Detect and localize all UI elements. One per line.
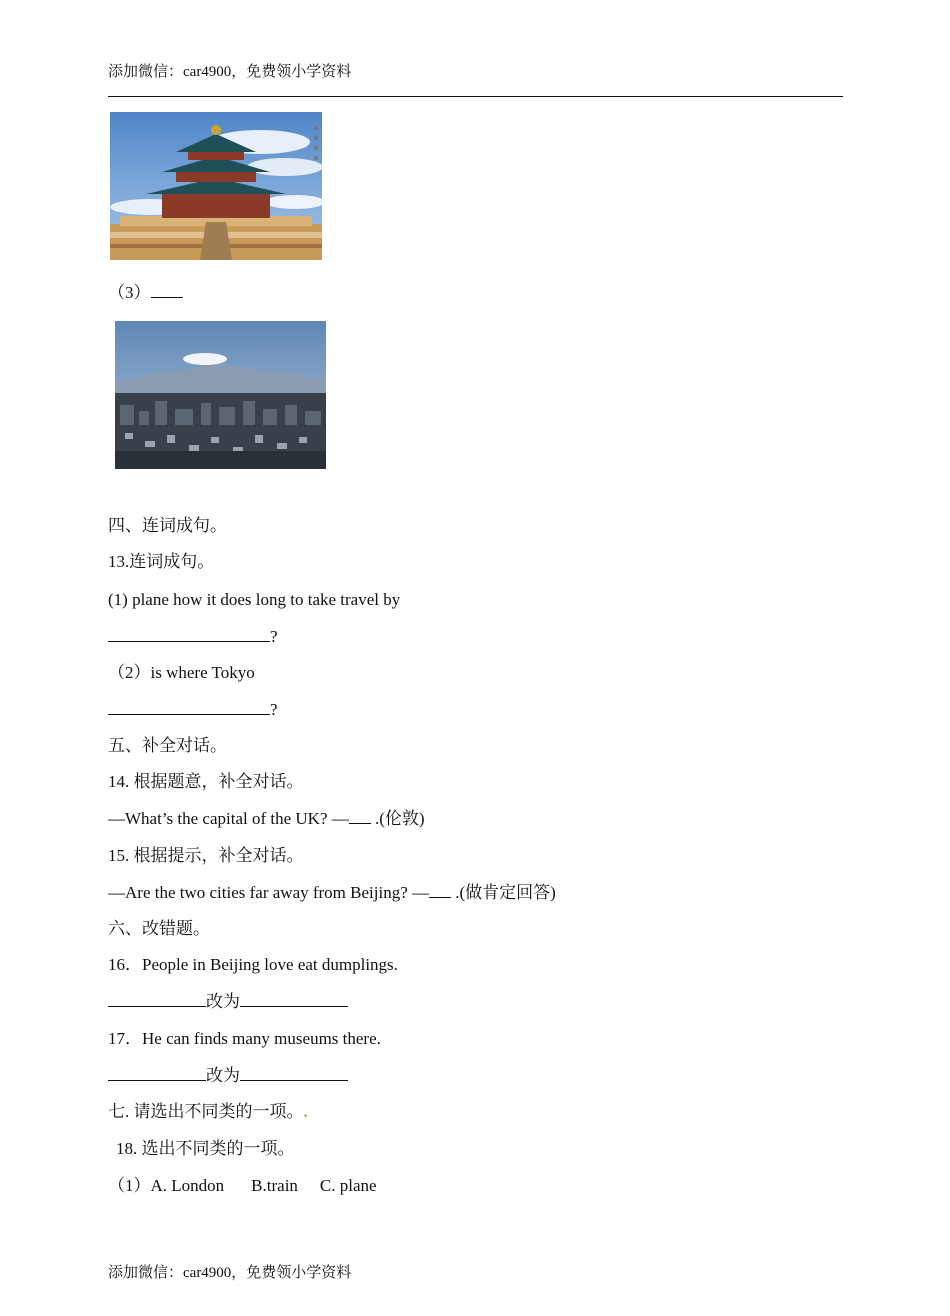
dialogue-hint: .(做肯定回答) [451, 883, 556, 902]
page-header-text: 添加微信：car4900，免费领小学资料 [108, 64, 352, 80]
section-7-title [108, 1101, 308, 1123]
question-mark: ? [270, 627, 278, 646]
answer-blank[interactable] [240, 991, 348, 1007]
section-7-title-text: 七. 请选出不同类的一项。 [108, 1102, 304, 1121]
question-17-answer-line [108, 1065, 348, 1087]
question-18-1-options [108, 1175, 377, 1197]
answer-blank[interactable] [151, 282, 183, 298]
question-16-text: 16．People in Beijing love eat dumplings. [108, 955, 398, 974]
question-3-prefix: （3） [108, 283, 151, 302]
page-footer-text: 添加微信：car4900，免费领小学资料 [108, 1265, 352, 1281]
question-mark: ? [270, 700, 278, 719]
decorative-dot: . [303, 1102, 308, 1121]
dialogue-prompt: —What’s the capital of the UK? — [108, 809, 349, 828]
question-18-title: 18. 选出不同类的一项。 [116, 1139, 295, 1158]
answer-blank[interactable] [240, 1065, 348, 1081]
answer-blank[interactable] [108, 626, 270, 642]
option-c: C. plane [319, 1176, 377, 1195]
question-13-1-words: (1) plane how it does long to take travel by [108, 590, 401, 609]
option-a: （1）A. London [108, 1176, 225, 1195]
header-divider [108, 96, 843, 97]
answer-blank[interactable] [108, 1065, 206, 1081]
change-to-label: 改为 [206, 1066, 240, 1085]
question-16-answer-line [108, 991, 348, 1013]
question-13-2-words: （2）is where Tokyo [108, 663, 255, 682]
answer-blank[interactable] [429, 882, 451, 898]
answer-blank[interactable] [108, 991, 206, 1007]
question-17-text: 17．He can finds many museums there. [108, 1029, 381, 1048]
question-13-1-answer-line [108, 626, 278, 648]
change-to-label: 改为 [206, 992, 240, 1011]
question-3-label [108, 282, 183, 304]
section-6-title: 六、改错题。 [108, 919, 210, 938]
question-14-title: 14. 根据题意，补全对话。 [108, 772, 304, 791]
answer-blank[interactable] [108, 699, 270, 715]
answer-blank[interactable] [349, 808, 371, 824]
question-15-title: 15. 根据提示，补全对话。 [108, 846, 304, 865]
section-5-title: 五、补全对话。 [108, 736, 227, 755]
question-14-dialogue [108, 808, 425, 830]
temple-of-heaven-photo [110, 112, 322, 260]
question-15-dialogue [108, 882, 556, 904]
dialogue-prompt: —Are the two cities far away from Beijing? — [108, 883, 430, 902]
option-b: B.train [251, 1176, 298, 1195]
question-13-2-answer-line [108, 699, 278, 721]
question-13-title: 13.连词成句。 [108, 552, 215, 571]
section-4-title: 四、连词成句。 [108, 516, 227, 535]
dialogue-hint: .(伦敦) [370, 809, 425, 828]
city-skyline-photo [115, 321, 326, 469]
